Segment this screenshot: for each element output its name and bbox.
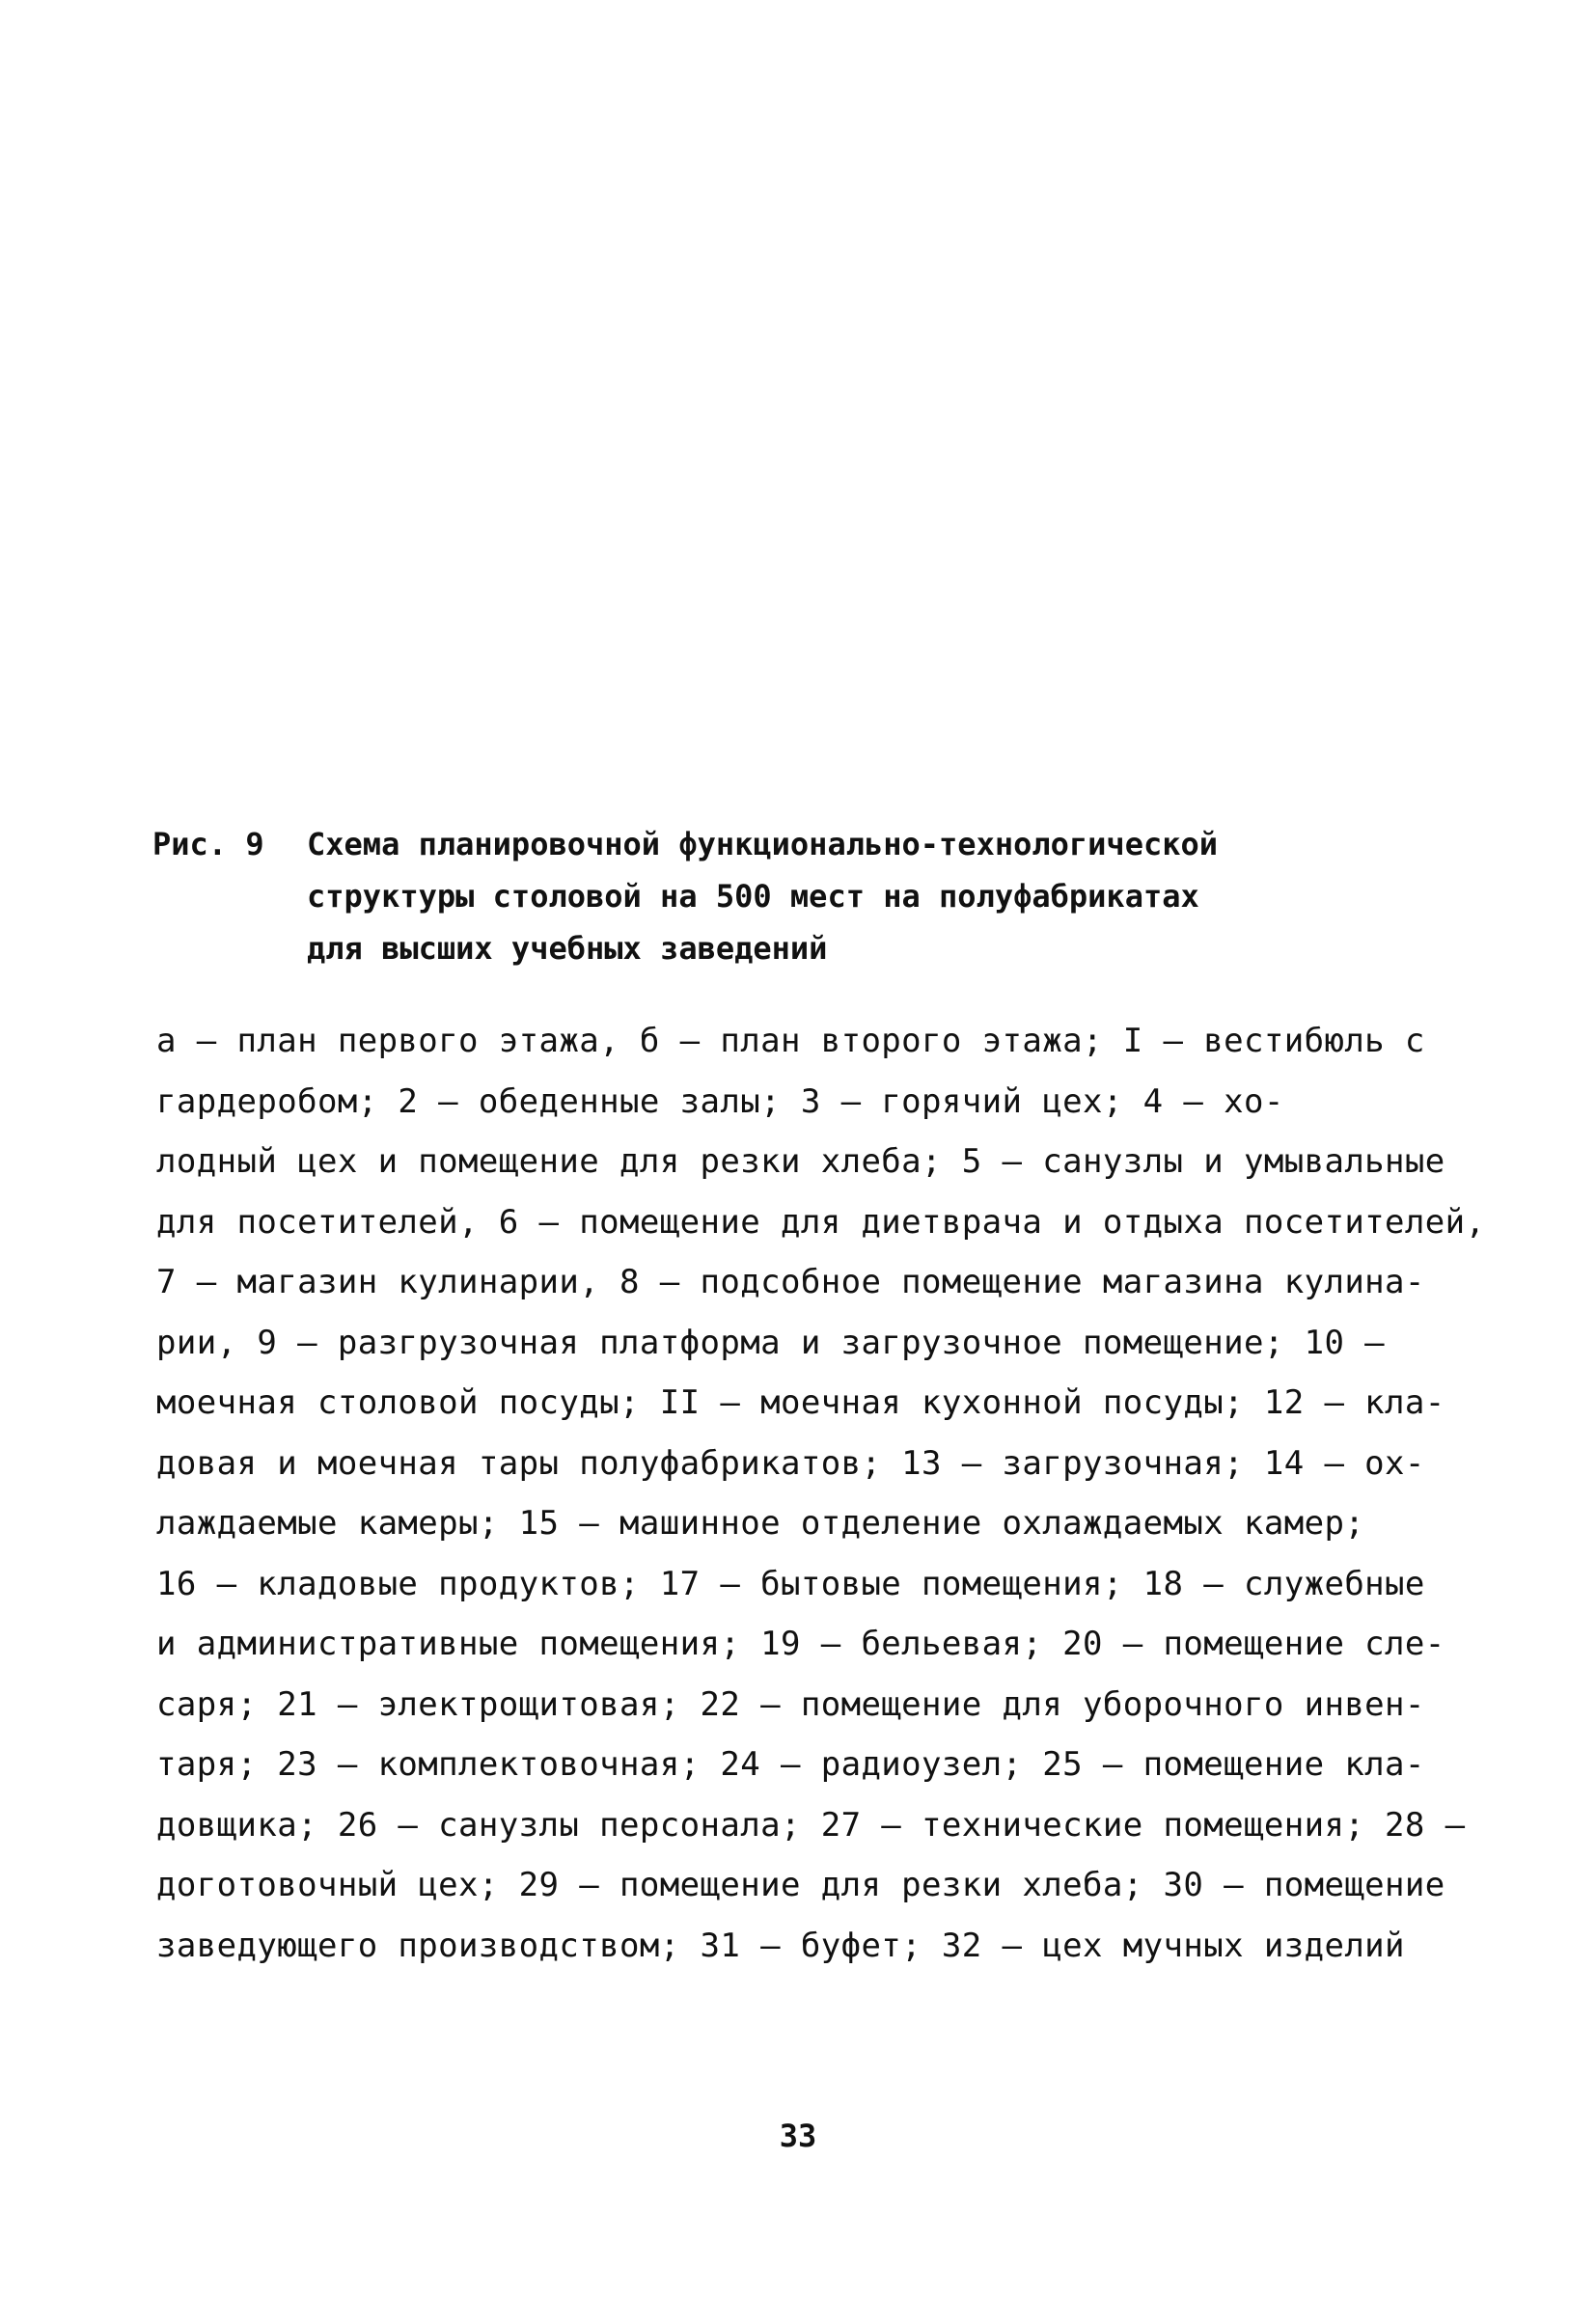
legend-line-10: 16 – кладовые продуктов; 17 – бытовые помещения; 18 – служебные	[156, 1564, 1425, 1603]
figure-label: Рис. 9	[152, 826, 264, 862]
legend-line-2: гардеробом; 2 – обеденные залы; 3 – горячий цех; 4 – хо-	[156, 1081, 1284, 1121]
figure-title-line-3: для высших учебных заведений	[307, 930, 828, 967]
figure-caption	[152, 818, 1397, 974]
legend-line-5: 7 – магазин кулинарии, 8 – подсобное помещение магазина кулина-	[156, 1263, 1425, 1301]
caption-row	[152, 818, 1397, 974]
legend-line-14: довщика; 26 – санузлы персонала; 27 – технические помещения; 28 –	[156, 1805, 1466, 1845]
legend-line-15: доготовочный цех; 29 – помещение для резки хлеба; 30 – помещение	[156, 1866, 1445, 1904]
figure-title-line-1: Схема планировочной функционально-технологической	[307, 826, 1219, 862]
figure-title-line-2: структуры столовой на 500 мест на полуфабрикатах	[307, 878, 1199, 915]
legend-line-13: таря; 23 – комплектовочная; 24 – радиоузел; 25 – помещение кла-	[156, 1745, 1425, 1784]
legend-line-3: лодный цех и помещение для резки хлеба; 5 – санузлы и умывальные	[156, 1142, 1445, 1181]
legend-line-1: а – план первого этажа, б – план второго этажа; I – вестибюль с	[156, 1022, 1425, 1060]
legend-line-11: и административные помещения; 19 – бельевая; 20 – помещение сле-	[156, 1625, 1445, 1663]
figure-legend	[156, 1011, 1498, 1976]
legend-line-9: лаждаемые камеры; 15 – машинное отделение охлаждаемых камер;	[156, 1504, 1365, 1543]
legend-line-4: для посетителей, 6 – помещение для диетврача и отдыха посетителей,	[156, 1202, 1486, 1242]
figure-title	[307, 818, 1218, 974]
legend-line-16: заведующего производством; 31 – буфет; 32 – цех мучных изделий	[156, 1926, 1405, 1965]
legend-line-12: саря; 21 – электрощитовая; 22 – помещение для уборочного инвен-	[156, 1684, 1425, 1724]
legend-line-8: довая и моечная тары полуфабрикатов; 13 – загрузочная; 14 – ох-	[156, 1443, 1425, 1483]
legend-line-6: рии, 9 – разгрузочная платформа и загрузочное помещение; 10 –	[156, 1323, 1386, 1362]
legend-line-7: моечная столовой посуды; II – моечная кухонной посуды; 12 – кла-	[156, 1383, 1445, 1422]
page-number: 33	[779, 2118, 817, 2154]
